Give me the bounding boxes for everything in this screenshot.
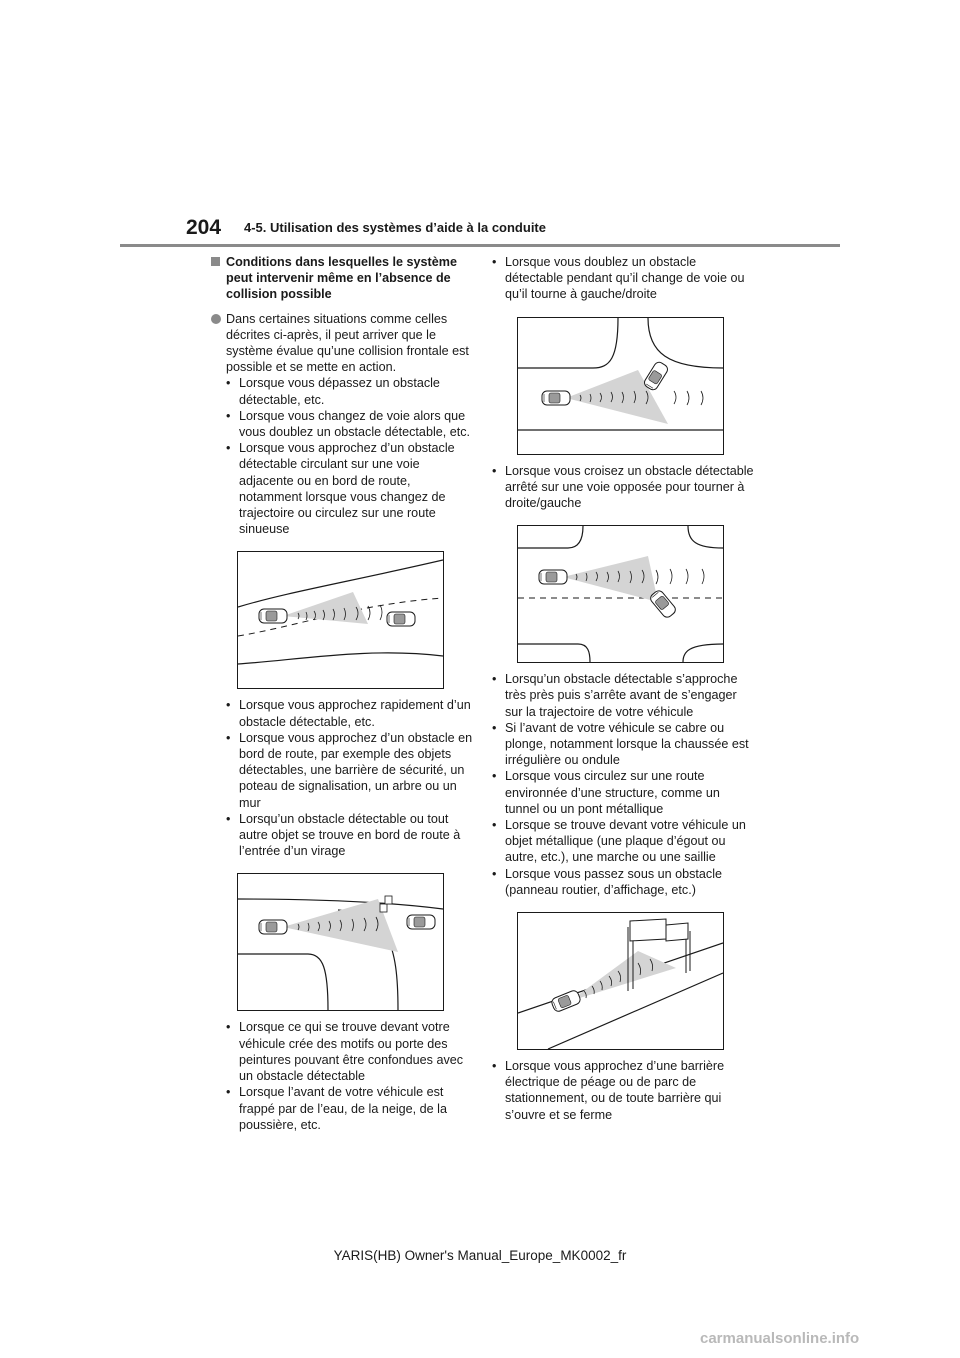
list-item: • Lorsque se trouve devant votre véhicule un objet métallique (une plaque d’égout ou autre, etc.), une marche ou une saillie xyxy=(492,817,754,866)
list-item: • Lorsqu’un obstacle détectable s’approche très près puis s’arrête avant de s’engager sur la trajectoire de votre véhicule xyxy=(492,671,754,720)
list-item: • Lorsque ce qui se trouve devant votre véhicule crée des motifs ou porte des peintures pouvant être confondues avec un obstacle détectable xyxy=(226,1019,473,1084)
watermark: carmanualsonline.info xyxy=(700,1330,860,1347)
list-item: • Lorsque vous changez de voie alors que vous doublez un obstacle détectable, etc. xyxy=(226,408,473,440)
circle-bullet-icon xyxy=(211,314,221,324)
bullet-list xyxy=(211,1019,473,1132)
illustration-bend-roadside-object xyxy=(237,873,444,1011)
bullet-list xyxy=(492,1058,754,1123)
list-item: • Si l’avant de votre véhicule se cabre ou plonge, notamment lorsque la chaussée est irrégulière ou ondule xyxy=(492,720,754,769)
intro-paragraph: Dans certaines situations comme celles décrites ci-après, il peut arriver que le système évalue qu’une collision frontale est possible et se mette en action. xyxy=(211,311,473,376)
bullet-list xyxy=(492,254,754,303)
page-number: 204 xyxy=(186,216,222,239)
footer-text: YARIS(HB) Owner's Manual_Europe_MK0002_fr xyxy=(333,1248,627,1263)
list-item: • Lorsque vous dépassez un obstacle détectable, etc. xyxy=(226,375,473,407)
list-item: • Lorsque vous circulez sur une route environnée d’une structure, comme un tunnel ou un pont métallique xyxy=(492,768,754,817)
list-item: • Lorsque l’avant de votre véhicule est frappé par de l’eau, de la neige, de la poussière, etc. xyxy=(226,1084,473,1133)
list-item: • Lorsqu’un obstacle détectable ou tout autre objet se trouve en bord de route à l’entrée d’un virage xyxy=(226,811,473,860)
list-item: • Lorsque vous approchez d’une barrière électrique de péage ou de parc de stationnement, ou de toute barrière qui s’ouvre et se ferme xyxy=(492,1058,754,1123)
bullet-list xyxy=(211,697,473,859)
square-bullet-icon xyxy=(211,257,220,266)
list-item: • Lorsque vous passez sous un obstacle (panneau routier, d’affichage, etc.) xyxy=(492,866,754,898)
bullet-list xyxy=(492,671,754,898)
list-item: • Lorsque vous croisez un obstacle détectable arrêté sur une voie opposée pour tourner à droite/gauche xyxy=(492,463,754,512)
list-item: • Lorsque vous doublez un obstacle détectable pendant qu’il change de voie ou qu’il tourne à gauche/droite xyxy=(492,254,754,303)
bullet-list xyxy=(211,375,473,537)
illustration-vehicle-turning xyxy=(517,317,724,455)
list-item: • Lorsque vous approchez d’un obstacle détectable circulant sur une voie adjacente ou en bord de route, notamment lorsque vous changez de trajectoire ou circulez sur une route sinueuse xyxy=(226,440,473,537)
list-item: • Lorsque vous approchez rapidement d’un obstacle détectable, etc. xyxy=(226,697,473,729)
illustration-oncoming-vehicle-turning xyxy=(517,525,724,663)
header-rule xyxy=(120,244,840,247)
illustration-overhead-sign xyxy=(517,912,724,1050)
header-title: 4-5. Utilisation des systèmes d’aide à la conduite xyxy=(244,220,546,235)
illustration-curved-road xyxy=(237,551,444,689)
left-column xyxy=(211,254,473,1133)
right-column xyxy=(492,254,754,1123)
section-heading: Conditions dans lesquelles le système peut intervenir même en l’absence de collision possible xyxy=(211,254,473,303)
list-item: • Lorsque vous approchez d’un obstacle en bord de route, par exemple des objets détectables, une barrière de sécurité, un poteau de signalisation, un arbre ou un mur xyxy=(226,730,473,811)
bullet-list xyxy=(492,463,754,512)
